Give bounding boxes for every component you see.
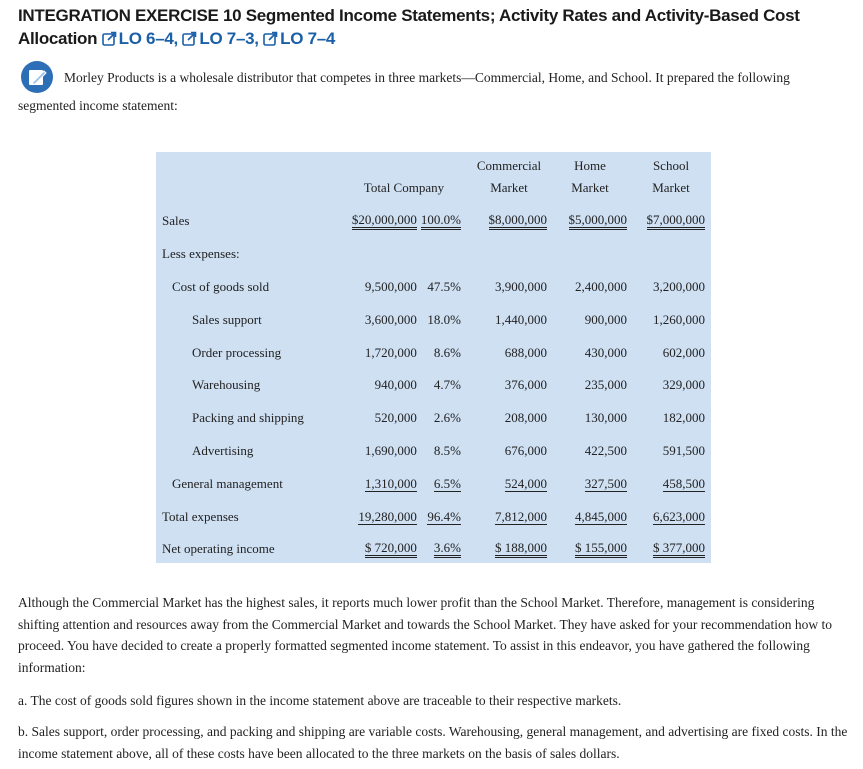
row-label: Warehousing xyxy=(192,377,261,393)
cell-pct: 2.6% xyxy=(433,410,461,426)
info-item-a: a. The cost of goods sold figures shown in the income statement above are traceable to their respective markets. xyxy=(18,693,622,708)
cell-commercial: 3,900,000 xyxy=(495,278,547,294)
external-link-icon xyxy=(182,31,197,46)
cell-total: 9,500,000 xyxy=(364,278,417,294)
cell-home: 235,000 xyxy=(584,377,627,393)
row-total-expenses xyxy=(156,500,711,533)
cell-pct: 47.5% xyxy=(427,278,461,294)
cell-school: 329,000 xyxy=(662,377,705,393)
cell-school: 458,500 xyxy=(662,475,705,491)
exercise-title xyxy=(18,4,848,50)
cell-school: $ 377,000 xyxy=(653,540,705,558)
row-cogs xyxy=(156,271,711,304)
header-school: School xyxy=(652,158,690,173)
cell-school: 3,200,000 xyxy=(653,278,705,294)
row-order-processing xyxy=(156,336,711,369)
row-net-operating-income xyxy=(156,533,711,566)
cell-home: 2,400,000 xyxy=(575,278,627,294)
lo-link-2[interactable]: LO 7–3, xyxy=(182,29,258,48)
cell-home: 327,500 xyxy=(584,475,627,491)
cell-commercial: 524,000 xyxy=(504,475,547,491)
cell-school: 591,500 xyxy=(662,442,705,458)
cell-home: 422,500 xyxy=(584,442,627,458)
lo-link-3[interactable]: LO 7–4 xyxy=(263,29,335,48)
row-label: Total expenses xyxy=(162,508,239,524)
cell-school: 1,260,000 xyxy=(653,311,705,327)
row-label: Packing and shipping xyxy=(192,410,304,426)
cell-total: 940,000 xyxy=(374,377,417,393)
row-sales-support xyxy=(156,303,711,336)
cell-commercial: $ 188,000 xyxy=(495,540,547,558)
cell-home: $5,000,000 xyxy=(569,212,628,230)
cell-home: 4,845,000 xyxy=(575,508,627,524)
cell-commercial: 1,440,000 xyxy=(495,311,547,327)
cell-school: 6,623,000 xyxy=(653,508,705,524)
cell-school: 602,000 xyxy=(662,344,705,360)
cell-home: 430,000 xyxy=(584,344,627,360)
cell-pct: 3.6% xyxy=(434,540,461,558)
row-label: Sales support xyxy=(192,311,262,327)
cell-pct: 8.6% xyxy=(433,344,461,360)
cell-commercial: 676,000 xyxy=(504,442,547,458)
cell-pct: 96.4% xyxy=(427,508,461,524)
body-paragraph: Although the Commercial Market has the highest sales, it reports much lower profit than the School Market. Therefore, management is considering shifting attention and resources away from the Commercial Market and towards the School Market. They have asked for your recommendation how to proceed. You have decided to create a properly formatted segmented income statement. To assist in this endeavor, you have gathered the following information: xyxy=(18,595,833,675)
intro-paragraph: Morley Products is a wholesale distributor that competes in three markets—Commercial, Home, and School. It prepared the following segmented income statement: xyxy=(18,70,790,113)
row-label: Order processing xyxy=(192,344,282,360)
cell-total: 1,310,000 xyxy=(364,475,417,491)
cell-commercial: 208,000 xyxy=(504,410,547,426)
cell-school: 182,000 xyxy=(662,410,705,426)
income-statement-table xyxy=(156,152,711,566)
header-commercial: Commercial xyxy=(476,158,542,173)
cell-total: 19,280,000 xyxy=(358,508,417,524)
row-label: Net operating income xyxy=(162,541,275,557)
header-home: Home xyxy=(574,158,606,173)
cell-commercial: 376,000 xyxy=(504,377,547,393)
row-warehousing xyxy=(156,369,711,402)
cell-total: $20,000,000 xyxy=(352,212,417,230)
segmented-income-statement xyxy=(156,152,711,563)
row-label: General management xyxy=(172,475,283,491)
cell-total: 1,720,000 xyxy=(364,344,417,360)
cell-total: $ 720,000 xyxy=(365,540,417,558)
info-item-b: b. Sales support, order processing, and packing and shipping are variable costs. Warehousing, general management, and advertising are fixed costs. In the income statement above, all of these costs have been allocated to the three markets on the basis of sales dollars. xyxy=(18,724,848,761)
cell-commercial: $8,000,000 xyxy=(489,212,548,230)
row-label: Less expenses: xyxy=(162,246,240,262)
row-label: Cost of goods sold xyxy=(172,278,270,294)
row-label: Sales xyxy=(162,213,190,229)
cell-total: 1,690,000 xyxy=(364,442,417,458)
header-total-company: Total Company xyxy=(363,180,445,195)
external-link-icon xyxy=(263,31,278,46)
cell-home: 900,000 xyxy=(584,311,627,327)
header-row-1 xyxy=(156,152,711,177)
row-sales xyxy=(156,205,711,238)
cell-home: $ 155,000 xyxy=(575,540,627,558)
header-commercial-market: Market xyxy=(490,180,528,195)
lo-link-1[interactable]: LO 6–4, xyxy=(102,29,178,48)
row-general-management xyxy=(156,467,711,500)
cell-total: 520,000 xyxy=(374,410,417,426)
cell-home: 130,000 xyxy=(584,410,627,426)
cell-total: 3,600,000 xyxy=(364,311,417,327)
cell-commercial: 7,812,000 xyxy=(495,508,547,524)
row-label: Advertising xyxy=(192,442,254,458)
cell-pct: 18.0% xyxy=(427,311,461,327)
cell-school: $7,000,000 xyxy=(647,212,706,230)
cell-pct: 6.5% xyxy=(433,475,461,491)
row-packing-shipping xyxy=(156,402,711,435)
cell-pct: 4.7% xyxy=(433,377,461,393)
cell-pct: 100.0% xyxy=(421,212,461,230)
header-school-market: Market xyxy=(652,180,690,195)
header-home-market: Market xyxy=(571,180,609,195)
row-advertising xyxy=(156,435,711,468)
cell-pct: 8.5% xyxy=(433,442,461,458)
header-row-2 xyxy=(156,177,711,205)
row-less-expenses xyxy=(156,238,711,271)
cell-commercial: 688,000 xyxy=(504,344,547,360)
exercise-title-text: INTEGRATION EXERCISE 10 Segmented Income Statements; Activity Rates and Activity-Based Cost Allocation xyxy=(18,6,800,48)
external-link-icon xyxy=(102,31,117,46)
